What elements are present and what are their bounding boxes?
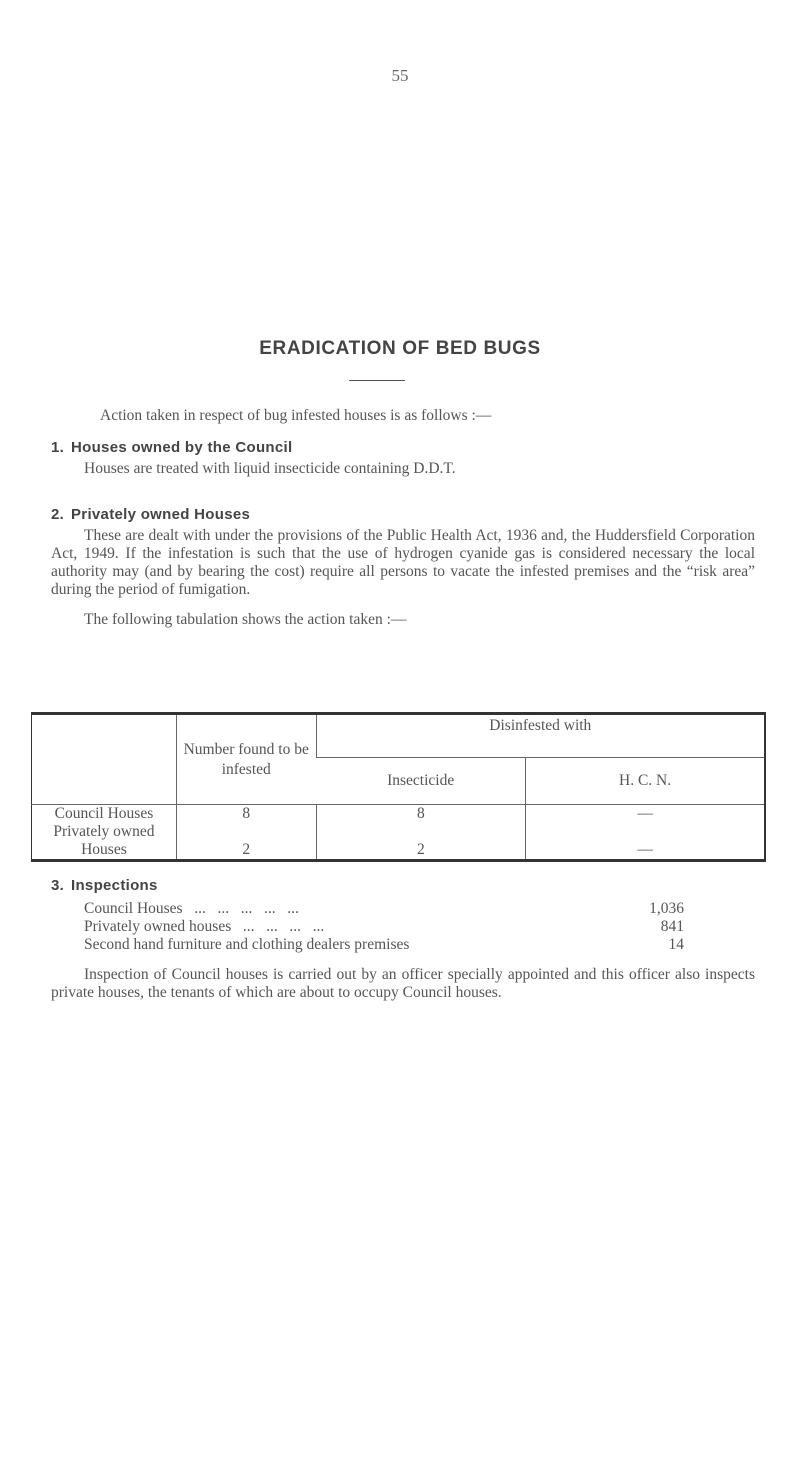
table-corner-cell (32, 714, 177, 805)
inspection-value: 1,036 (649, 900, 684, 917)
cell-hcn-private: — (637, 841, 653, 858)
section-3-text: Inspection of Council houses is carried out by an officer specially appointed and this officer also inspects private houses, the tenants of which are about to occupy Council houses. (51, 966, 755, 1001)
inspection-value: 841 (660, 918, 684, 935)
section-2-title: Privately owned Houses (71, 506, 251, 523)
table-col-insecticide (316, 805, 526, 861)
page-number: 55 (391, 66, 409, 85)
header-hcn: H. C. N. (526, 758, 765, 805)
table-col-hcn (526, 805, 765, 861)
row-label-council-houses: Council Houses (54, 805, 154, 822)
header-insecticide: Insecticide (316, 758, 526, 805)
section-1-title: Houses owned by the Council (71, 439, 293, 456)
inspection-row-dealers (84, 936, 684, 954)
table-row-labels (32, 805, 177, 861)
section-3-heading (51, 877, 158, 894)
page-title: ERADICATION OF BED BUGS (259, 338, 541, 359)
section-2-text: These are dealt with under the provisions of the Public Health Act, 1936 and, the Huddersfield Corporation Act, 1949. If the infestation is such that the use of hydrogen cyanide gas is considered necessary the local authority may (and by bearing the cost) require all persons to vacate the infested premises and the “risk area” during the period of fumigation. (51, 527, 755, 598)
cell-hcn-council: — (637, 805, 653, 822)
section-3-number: 3. (51, 877, 65, 894)
cell-insecticide-private: 2 (417, 841, 425, 858)
header-number-found: Number found to be infested (176, 714, 316, 805)
table-intro: The following tabulation shows the action taken :— (84, 611, 407, 628)
inspection-row-private (84, 918, 684, 936)
section-2-number: 2. (51, 506, 65, 523)
section-1-number: 1. (51, 439, 65, 456)
inspection-label: Privately owned houses ... ... ... ... (84, 918, 325, 935)
inspection-row-council (84, 900, 684, 918)
section-1-text: Houses are treated with liquid insecticide containing D.D.T. (84, 460, 456, 477)
inspection-value: 14 (668, 936, 684, 953)
section-3-title: Inspections (71, 877, 158, 894)
cell-insecticide-council: 8 (417, 805, 425, 822)
section-1-heading (51, 439, 292, 456)
inspection-label: Council Houses ... ... ... ... ... (84, 900, 299, 917)
title-divider (349, 380, 405, 381)
table-col-found (176, 805, 316, 861)
infestation-table (31, 712, 766, 862)
intro-text: Action taken in respect of bug infested houses is as follows :— (100, 407, 492, 424)
inspection-label: Second hand furniture and clothing dealers premises (84, 936, 410, 953)
row-label-privately-owned: Privately owned Houses (53, 823, 155, 858)
cell-found-council: 8 (242, 805, 251, 822)
header-disinfested-with: Disinfested with (316, 714, 765, 758)
section-2-heading (51, 506, 250, 523)
cell-found-private: 2 (242, 841, 251, 858)
